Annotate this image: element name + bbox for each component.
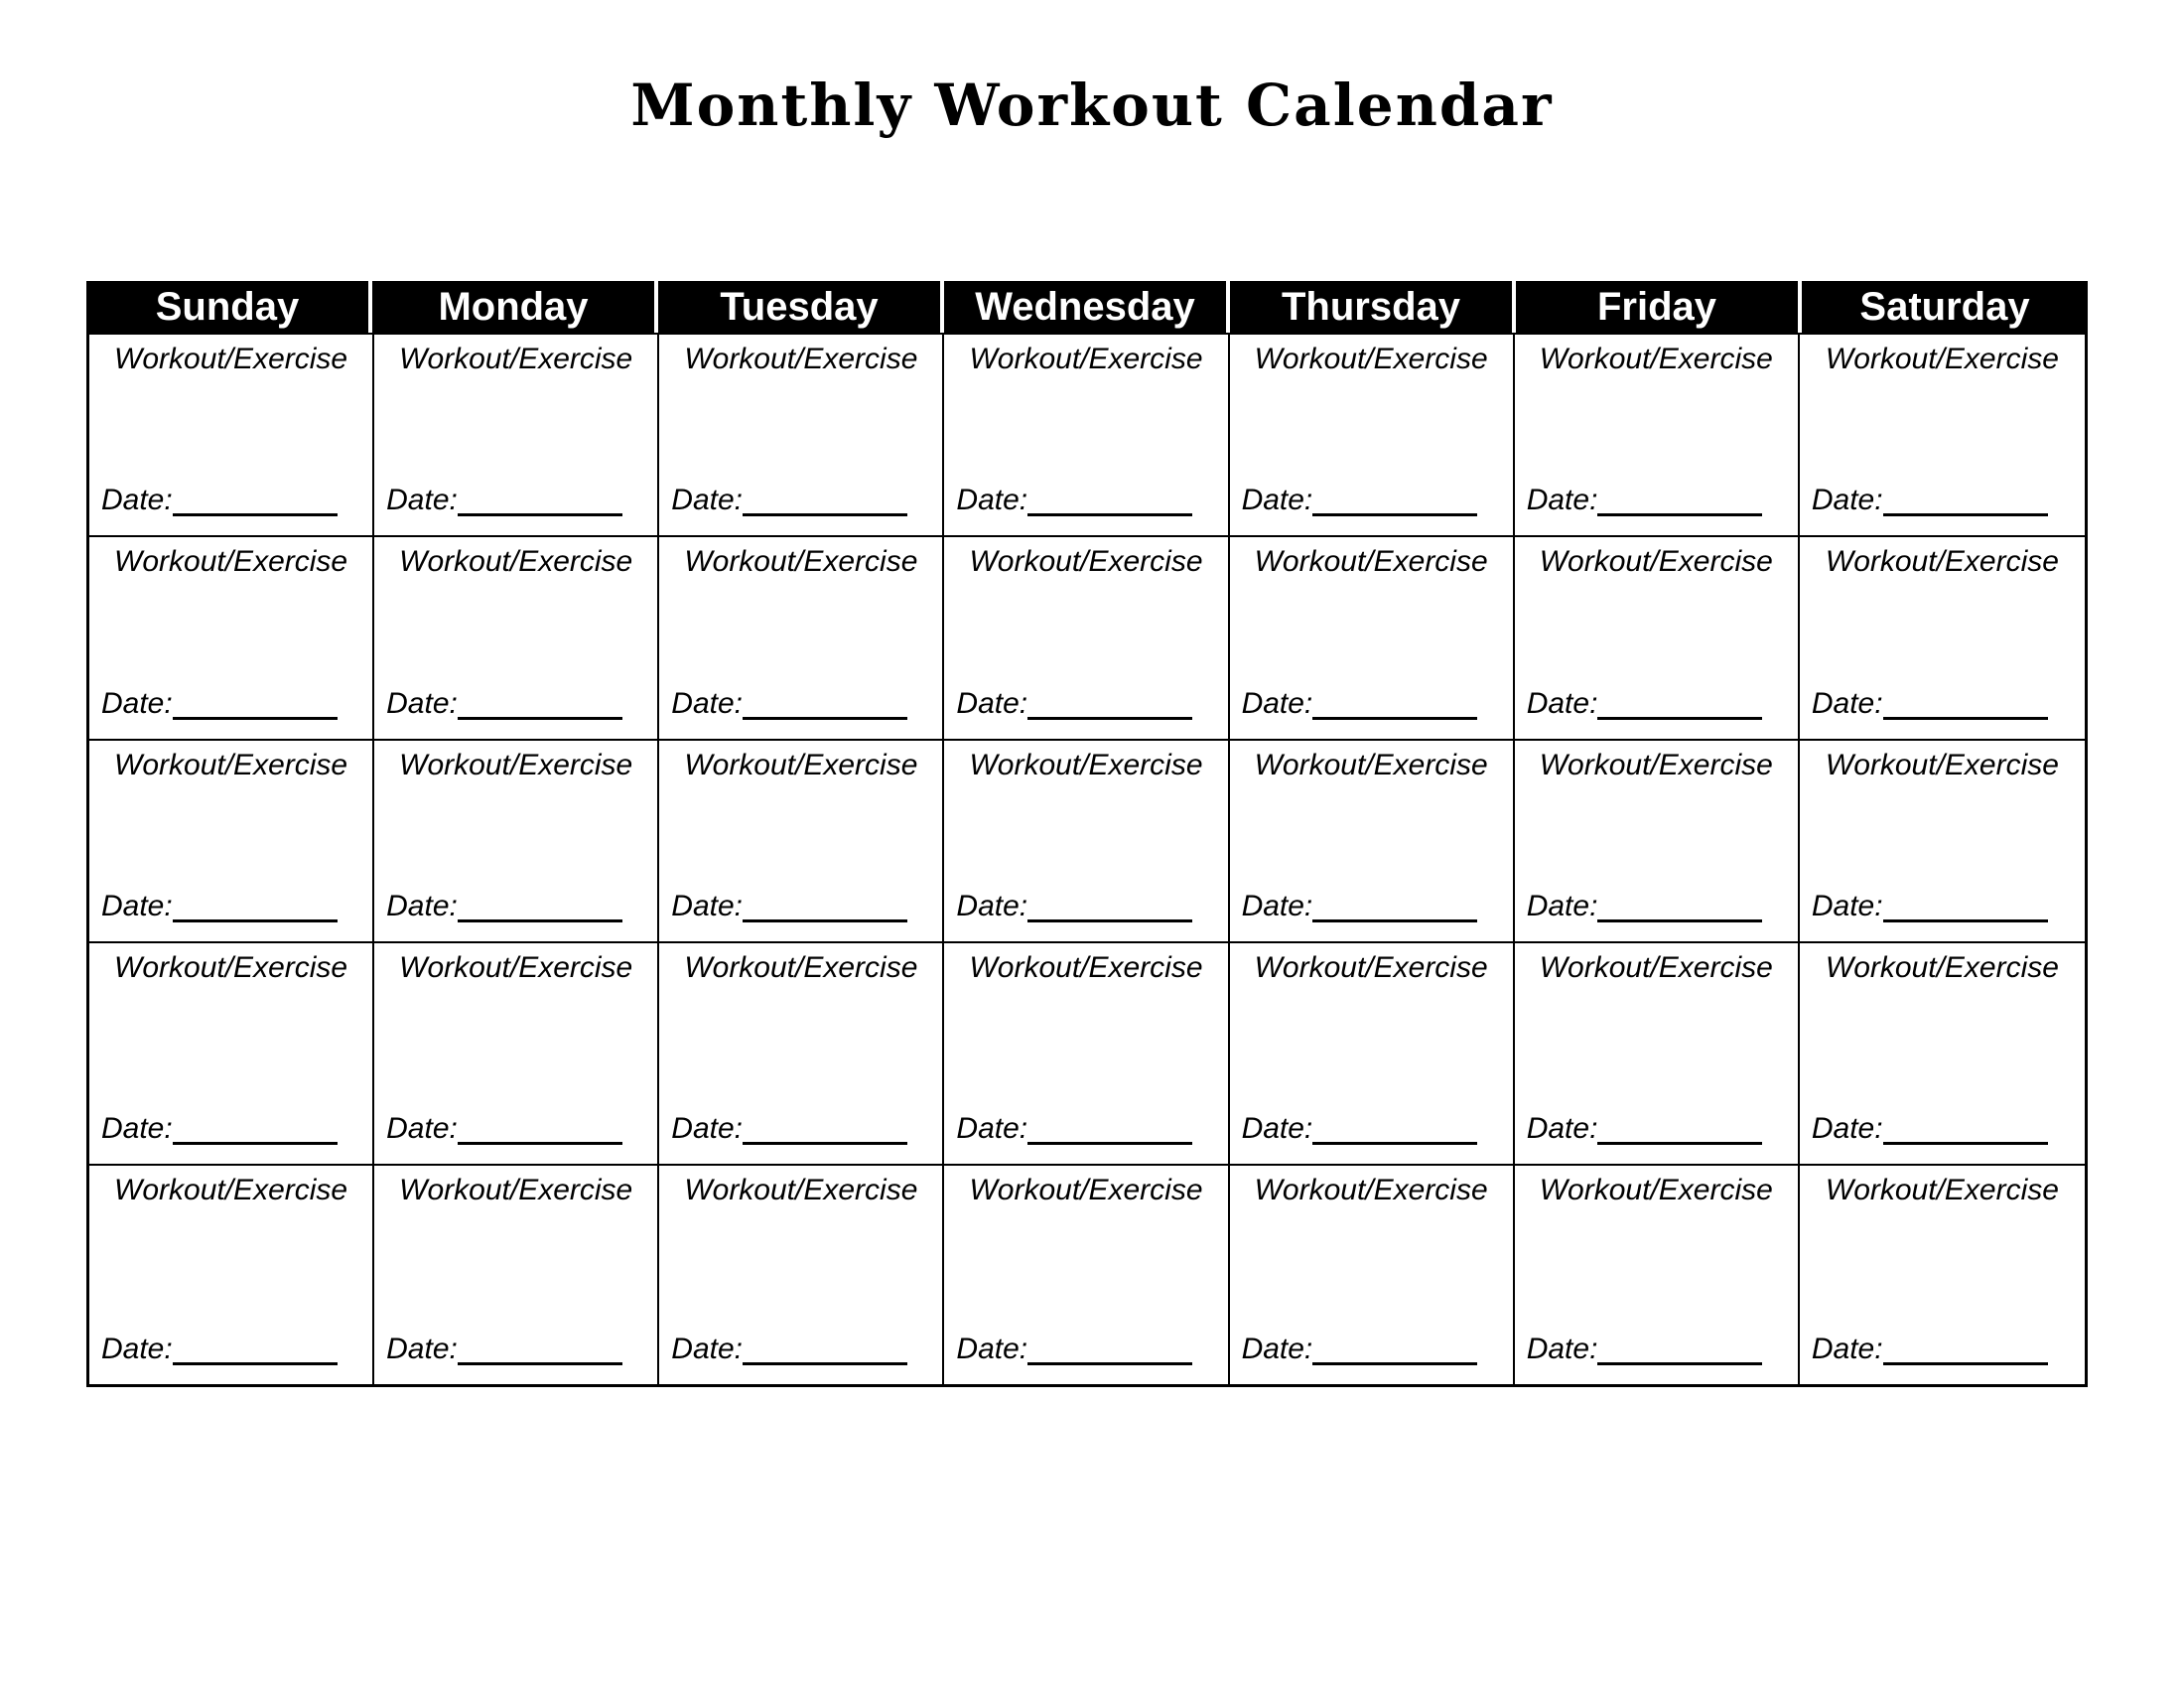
workout-exercise-label: Workout/Exercise [969,951,1203,984]
calendar-cell [1800,1166,2085,1384]
workout-exercise-label: Workout/Exercise [399,545,633,578]
workout-exercise-label: Workout/Exercise [969,1174,1203,1206]
calendar-cell [89,943,374,1166]
date-label: Date: [1526,890,1598,922]
date-blank-line [743,1112,907,1145]
date-row [944,1333,1227,1384]
date-row [89,890,372,941]
calendar-cell [89,741,374,943]
day-header-saturday: Saturday [1802,281,2088,333]
workout-exercise-label: Workout/Exercise [1254,749,1488,781]
calendar-cell [1230,1166,1515,1384]
date-blank-line [1027,1333,1192,1365]
workout-exercise-label: Workout/Exercise [1825,545,2059,578]
date-blank-line [458,890,622,922]
calendar-cell [89,537,374,741]
workout-calendar-table [86,281,2088,1387]
calendar-cell [89,1166,374,1384]
date-label: Date: [386,890,458,922]
date-blank-line [458,1112,622,1145]
date-row [1515,484,1798,535]
date-label: Date: [101,687,173,720]
workout-exercise-label: Workout/Exercise [1254,1174,1488,1206]
date-row [89,1112,372,1164]
date-blank-line [1027,687,1192,720]
date-label: Date: [1811,484,1883,516]
date-blank-line [1883,484,2048,516]
date-row [1230,687,1513,739]
workout-exercise-label: Workout/Exercise [399,343,633,375]
date-row [659,890,942,941]
workout-exercise-label: Workout/Exercise [969,343,1203,375]
workout-exercise-label: Workout/Exercise [114,1174,348,1206]
calendar-cell [1230,943,1515,1166]
workout-exercise-label: Workout/Exercise [399,749,633,781]
date-label: Date: [101,890,173,922]
workout-exercise-label: Workout/Exercise [1825,951,2059,984]
day-header-monday: Monday [372,281,658,333]
date-row [1230,484,1513,535]
date-row [1800,1333,2085,1384]
date-blank-line [1027,890,1192,922]
calendar-grid [86,333,2088,1387]
date-row [374,484,657,535]
date-blank-line [1597,687,1762,720]
date-row [659,1333,942,1384]
date-label: Date: [1526,1333,1598,1365]
date-blank-line [458,687,622,720]
calendar-cell [1800,335,2085,537]
calendar-cell [659,943,944,1166]
date-row [944,484,1227,535]
calendar-cell [374,1166,659,1384]
date-label: Date: [1526,687,1598,720]
date-label: Date: [671,890,743,922]
date-blank-line [173,1333,338,1365]
workout-exercise-label: Workout/Exercise [1825,1174,2059,1206]
workout-exercise-label: Workout/Exercise [1254,545,1488,578]
date-label: Date: [1241,890,1313,922]
calendar-cell [659,1166,944,1384]
workout-exercise-label: Workout/Exercise [969,749,1203,781]
date-row [659,484,942,535]
date-row [89,484,372,535]
date-blank-line [1883,890,2048,922]
day-header-sunday: Sunday [86,281,372,333]
calendar-cell [1515,335,1800,537]
calendar-cell [659,537,944,741]
workout-exercise-label: Workout/Exercise [684,1174,918,1206]
date-row [1800,484,2085,535]
calendar-cell [659,335,944,537]
calendar-cell [1230,537,1515,741]
calendar-cell [374,943,659,1166]
date-label: Date: [1526,1112,1598,1145]
calendar-cell [944,537,1229,741]
calendar-cell [374,537,659,741]
date-row [374,890,657,941]
calendar-cell [89,335,374,537]
workout-exercise-label: Workout/Exercise [1539,343,1773,375]
calendar-cell [944,1166,1229,1384]
calendar-cell [1515,537,1800,741]
workout-exercise-label: Workout/Exercise [1825,343,2059,375]
date-row [89,1333,372,1384]
date-label: Date: [671,484,743,516]
date-label: Date: [956,890,1028,922]
calendar-cell [1800,943,2085,1166]
workout-exercise-label: Workout/Exercise [684,343,918,375]
date-row [1800,890,2085,941]
date-blank-line [173,1112,338,1145]
date-blank-line [1312,890,1477,922]
calendar-cell [374,741,659,943]
calendar-cell [944,741,1229,943]
workout-exercise-label: Workout/Exercise [1539,1174,1773,1206]
day-header-tuesday: Tuesday [658,281,944,333]
date-blank-line [1312,1333,1477,1365]
workout-exercise-label: Workout/Exercise [114,749,348,781]
date-row [944,1112,1227,1164]
date-label: Date: [1811,1333,1883,1365]
workout-exercise-label: Workout/Exercise [684,545,918,578]
date-label: Date: [101,484,173,516]
date-blank-line [1312,687,1477,720]
date-row [374,1333,657,1384]
date-blank-line [743,687,907,720]
date-row [1515,890,1798,941]
date-label: Date: [386,687,458,720]
calendar-cell [1515,741,1800,943]
date-blank-line [1312,484,1477,516]
workout-exercise-label: Workout/Exercise [114,545,348,578]
workout-exercise-label: Workout/Exercise [684,749,918,781]
date-label: Date: [1811,890,1883,922]
workout-exercise-label: Workout/Exercise [1254,343,1488,375]
date-label: Date: [671,1112,743,1145]
date-label: Date: [956,1112,1028,1145]
page-title: Monthly Workout Calendar [630,71,1554,139]
date-blank-line [743,484,907,516]
date-label: Date: [1811,1112,1883,1145]
calendar-cell [1515,943,1800,1166]
date-blank-line [1597,484,1762,516]
workout-exercise-label: Workout/Exercise [399,951,633,984]
date-label: Date: [956,484,1028,516]
workout-exercise-label: Workout/Exercise [1539,545,1773,578]
date-label: Date: [671,1333,743,1365]
calendar-cell [944,943,1229,1166]
day-header-friday: Friday [1516,281,1802,333]
date-label: Date: [1241,484,1313,516]
date-blank-line [458,484,622,516]
calendar-cell [659,741,944,943]
workout-exercise-label: Workout/Exercise [1254,951,1488,984]
date-blank-line [743,890,907,922]
workout-exercise-label: Workout/Exercise [969,545,1203,578]
date-blank-line [1312,1112,1477,1145]
date-row [659,1112,942,1164]
date-blank-line [1597,1333,1762,1365]
calendar-cell [374,335,659,537]
date-blank-line [1027,484,1192,516]
date-label: Date: [1241,1112,1313,1145]
day-header-wednesday: Wednesday [944,281,1230,333]
workout-exercise-label: Workout/Exercise [114,951,348,984]
date-row [944,687,1227,739]
date-label: Date: [1526,484,1598,516]
date-blank-line [1883,1333,2048,1365]
date-blank-line [1027,1112,1192,1145]
date-row [1515,687,1798,739]
date-label: Date: [956,1333,1028,1365]
date-blank-line [743,1333,907,1365]
workout-exercise-label: Workout/Exercise [1539,749,1773,781]
date-label: Date: [1811,687,1883,720]
date-label: Date: [956,687,1028,720]
date-label: Date: [101,1333,173,1365]
date-label: Date: [671,687,743,720]
date-blank-line [1883,687,2048,720]
calendar-cell [944,335,1229,537]
calendar-cell [1515,1166,1800,1384]
date-row [1515,1112,1798,1164]
date-blank-line [458,1333,622,1365]
date-blank-line [173,890,338,922]
date-row [1230,1333,1513,1384]
date-row [1800,687,2085,739]
day-header-thursday: Thursday [1230,281,1516,333]
workout-exercise-label: Workout/Exercise [1539,951,1773,984]
date-label: Date: [1241,687,1313,720]
date-label: Date: [386,1112,458,1145]
date-row [89,687,372,739]
workout-exercise-label: Workout/Exercise [399,1174,633,1206]
date-blank-line [173,687,338,720]
date-label: Date: [386,1333,458,1365]
date-label: Date: [1241,1333,1313,1365]
date-row [659,687,942,739]
calendar-cell [1230,335,1515,537]
date-blank-line [173,484,338,516]
date-blank-line [1883,1112,2048,1145]
date-label: Date: [386,484,458,516]
workout-exercise-label: Workout/Exercise [114,343,348,375]
date-blank-line [1597,890,1762,922]
calendar-cell [1800,741,2085,943]
workout-exercise-label: Workout/Exercise [684,951,918,984]
date-row [374,1112,657,1164]
date-row [1230,1112,1513,1164]
date-row [1800,1112,2085,1164]
calendar-cell [1230,741,1515,943]
workout-exercise-label: Workout/Exercise [1825,749,2059,781]
date-blank-line [1597,1112,1762,1145]
date-row [1230,890,1513,941]
date-label: Date: [101,1112,173,1145]
date-row [374,687,657,739]
date-row [944,890,1227,941]
date-row [1515,1333,1798,1384]
calendar-header-row [86,281,2088,333]
calendar-cell [1800,537,2085,741]
